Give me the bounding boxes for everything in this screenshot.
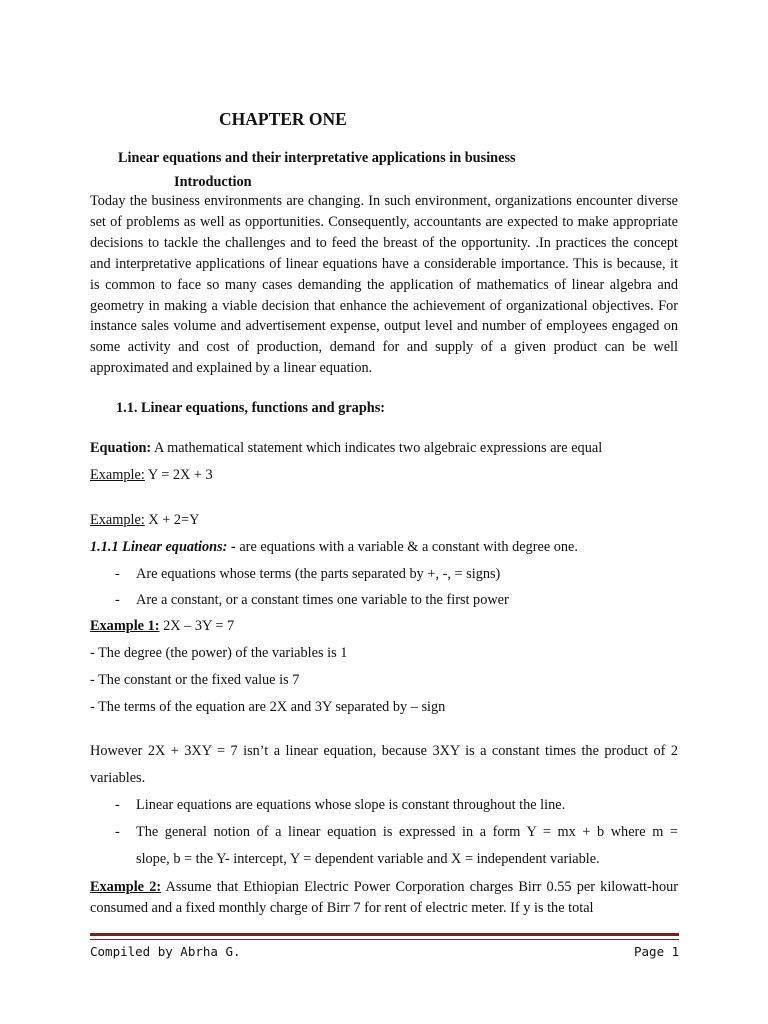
footer-divider <box>90 933 679 936</box>
example2-label: Example 2: <box>90 879 162 895</box>
example1-label: Example 1: <box>90 618 160 634</box>
example-2 <box>90 877 678 919</box>
example2-text: Assume that Ethiopian Electric Power Corporation charges Birr 0.55 per kilowatt-hour consumed and a fixed monthly charge of Birr 7 for rent of electric meter. If y is the total <box>90 879 679 916</box>
example-b-label: Example: <box>90 512 145 528</box>
example1-point: - The degree (the power) of the variables is 1 <box>90 645 348 661</box>
intro-paragraph: Today the business environments are changing. In such environment, organizations encounter diverse set of problems as well as opportunities. Consequently, accountants are expected to make appropriate decisions to tackle the challenges and to feed the breast of the opportunity. .In practices the concept and interpretative applications of linear equations have a considerable importance. This is because, it is common to face so many cases demanding the application of mathematics of linear algebra and geometry in making a viable decision that enhance the achievement of organizational objectives. For instance sales volume and advertisement expense, output level and number of employees engaged on some activity and cost of production, demand for and supply of a given product can be well approximated and explained by a linear equation. <box>90 193 678 377</box>
example1-point: - The constant or the fixed value is 7 <box>90 672 300 688</box>
page-number: Page 1 <box>634 944 680 959</box>
footer-divider-thin <box>90 939 679 940</box>
section-title: Linear equations and their interpretative applications in business <box>118 150 516 166</box>
however-line-1: However 2X + 3XY = 7 isn’t a linear equation, because 3XY is a constant times the product of 2 <box>90 743 678 759</box>
example-a-text: Y = 2X + 3 <box>144 467 213 483</box>
list-item: Linear equations are equations whose slope is constant throughout the line. <box>136 797 566 813</box>
bullet-dash: - <box>115 592 120 608</box>
intro-heading: Introduction <box>174 174 252 190</box>
equation-text: A mathematical statement which indicates two algebraic expressions are equal <box>151 440 603 456</box>
bullet-dash: - <box>115 824 120 840</box>
list-item: Are a constant, or a constant times one variable to the first power <box>136 592 509 608</box>
example-a <box>90 467 213 484</box>
subsection-heading: 1.1. Linear equations, functions and graphs: <box>116 400 386 416</box>
list-item: Are equations whose terms (the parts separated by +, -, = signs) <box>136 566 501 582</box>
list-item-line-2: slope, b = the Y- intercept, Y = dependent variable and X = independent variable. <box>136 851 600 867</box>
example-a-label: Example: <box>90 467 145 483</box>
example-b <box>90 512 199 529</box>
example1-text: 2X – 3Y = 7 <box>159 618 235 634</box>
footer-author: Compiled by Abrha G. <box>90 944 241 959</box>
linear-equations-definition <box>90 539 578 556</box>
however-line-2: variables. <box>90 770 146 786</box>
linear-heading: 1.1.1 Linear equations: - <box>90 539 236 555</box>
linear-text: are equations with a variable & a constant with degree one. <box>235 539 578 555</box>
equation-definition <box>90 440 602 457</box>
chapter-title: CHAPTER ONE <box>219 109 347 129</box>
equation-label: Equation: <box>90 440 152 456</box>
bullet-dash: - <box>115 797 120 813</box>
example-1 <box>90 618 234 635</box>
bullet-dash: - <box>115 566 120 582</box>
list-item-line-1: The general notion of a linear equation is expressed in a form Y = mx + b where m = <box>136 824 678 840</box>
example1-point: - The terms of the equation are 2X and 3Y separated by – sign <box>90 699 446 715</box>
example-b-text: X + 2=Y <box>144 512 200 528</box>
